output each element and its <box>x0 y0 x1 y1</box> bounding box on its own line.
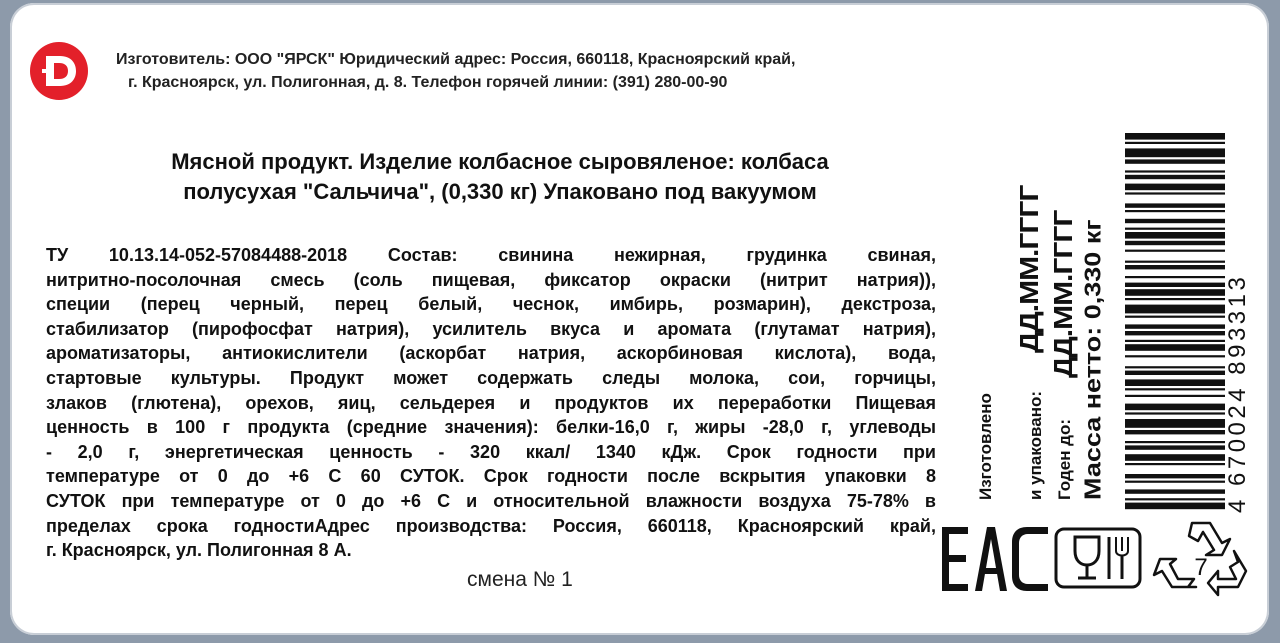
barcode-bar <box>1125 441 1225 443</box>
barcode-bar <box>1125 261 1225 263</box>
barcode-bar <box>1125 395 1225 397</box>
barcode-bar <box>1125 379 1225 386</box>
barcode-bar <box>1125 241 1225 245</box>
barcode-bar <box>1125 305 1225 314</box>
product-title-line-2: полусухая "Сальчича", (0,330 кг) Упаковано под вакуумом <box>183 179 817 204</box>
composition-line: ароматизаторы, антиокислители (аскорбат натрия, аскорбиновая кислота), вода, <box>46 343 936 364</box>
composition-line: стартовые культуры. Продукт может содержать следы молока, сои, горчицы, <box>46 367 936 388</box>
composition-line: - 2,0 г, энергетическая ценность - 320 ккал/ 1340 кДж. Срок годности при <box>46 441 936 462</box>
barcode-bar <box>1125 283 1225 287</box>
barcode-number: 4 670024 893313 <box>1224 273 1251 513</box>
barcode-bar <box>1125 298 1225 300</box>
barcode-bar <box>1125 142 1225 144</box>
barcode-bar <box>1125 340 1225 342</box>
composition-line: нитритно-посолочная смесь (соль пищевая, фиксатор окраски (нитрит натрия)), <box>46 269 936 290</box>
barcode-bar <box>1125 419 1225 428</box>
composition-line: г. Красноярск, ул. Полигонная 8 А. <box>46 540 352 561</box>
barcode-bar <box>1125 445 1225 449</box>
barcode-bar <box>1125 265 1225 269</box>
barcode-bar <box>1125 192 1225 194</box>
barcode-bar <box>1125 170 1225 172</box>
barcode-bar <box>1125 210 1225 212</box>
barcode-bar <box>1125 276 1225 278</box>
barcode-bar <box>1125 498 1225 500</box>
barcode-bar <box>1125 388 1225 390</box>
barcode-bar <box>1125 232 1225 239</box>
net-weight: Масса нетто: 0,330 кг <box>1080 219 1106 500</box>
barcode-bar <box>1125 324 1225 328</box>
barcode-bar <box>1125 344 1225 351</box>
barcode-bar <box>1125 474 1225 478</box>
composition-line: ТУ 10.13.14-052-57084488-2018 Состав: свинина нежирная, грудинка свиная, <box>46 245 936 265</box>
brand-logo-icon <box>29 41 89 101</box>
barcode-bar <box>1125 366 1225 368</box>
best-before-label: Годен до: <box>1055 418 1074 500</box>
eac-mark-icon <box>942 521 1052 593</box>
barcode-bar <box>1125 203 1225 207</box>
product-title-line-1: Мясной продукт. Изделие колбасное сыровяленое: колбаса <box>171 149 829 174</box>
recycle-icon <box>1148 515 1254 597</box>
barcode-bar <box>1125 175 1225 179</box>
barcode-bar <box>1125 228 1225 230</box>
composition-line: злаков (глютена), орехов, яиц, сельдерея и продуктов их переработки Пищевая <box>46 392 936 413</box>
product-label <box>10 3 1269 635</box>
manufacturer-line-1: Изготовитель: ООО "ЯРСК" Юридический адрес: Россия, 660118, Красноярский край, <box>116 51 796 68</box>
composition-line: стабилизатор (пирофосфат натрия), усилитель вкуса и аромата (глутамат натрия), <box>46 318 936 339</box>
barcode-bar <box>1125 503 1225 510</box>
barcode-bar <box>1125 412 1225 414</box>
barcode-bar <box>1125 454 1225 461</box>
barcode-bar <box>1125 489 1225 493</box>
composition-line: СУТОК при температуре от 0 до +6 С и относительной влажности воздуха 75-78% в <box>46 490 936 511</box>
packed-label: и упаковано: <box>1026 390 1045 500</box>
barcode-bar <box>1125 404 1225 411</box>
composition-text <box>46 243 936 563</box>
barcode-bar <box>1125 159 1225 163</box>
barcode-bar <box>1125 289 1225 296</box>
barcode-bar <box>1125 430 1225 434</box>
composition-line: специи (перец черный, перец белый, чеснок, имбирь, розмарин), декстроза, <box>46 294 936 315</box>
barcode-bar <box>1125 481 1225 483</box>
barcode-bar <box>1125 463 1225 465</box>
composition-line: температуре от 0 до +6 С 60 СУТОК. Срок годности после вскрытия упаковки 8 <box>46 466 936 487</box>
barcode-bar <box>1125 331 1225 335</box>
recycle-code: 7 <box>1194 554 1208 581</box>
barcode-bar <box>1125 133 1225 140</box>
barcode-bar <box>1125 148 1225 157</box>
made-date: ДД.ММ.ГГГГ <box>1016 185 1045 353</box>
barcode-bar <box>1125 250 1225 252</box>
composition-line: пределах срока годностиАдрес производства: Россия, 660118, Красноярский край, <box>46 515 936 536</box>
best-before-date: ДД.ММ.ГГГГ <box>1050 210 1079 378</box>
manufacturer-line-2: г. Красноярск, ул. Полигонная, д. 8. Телефон горячей линии: (391) 280-00-90 <box>128 74 728 91</box>
barcode-bar <box>1125 316 1225 318</box>
barcode-bar <box>1125 371 1225 375</box>
composition-line: ценность в 100 г продукта (средние значения): белки-16,0 г, жиры -28,0 г, углеводы <box>46 417 936 438</box>
shift-number: смена № 1 <box>467 568 573 591</box>
made-label: Изготовлено <box>976 393 995 500</box>
barcode-bar <box>1125 219 1225 223</box>
barcode-bar <box>1125 355 1225 357</box>
food-contact-icon <box>1053 521 1143 593</box>
barcode-bar <box>1125 184 1225 191</box>
